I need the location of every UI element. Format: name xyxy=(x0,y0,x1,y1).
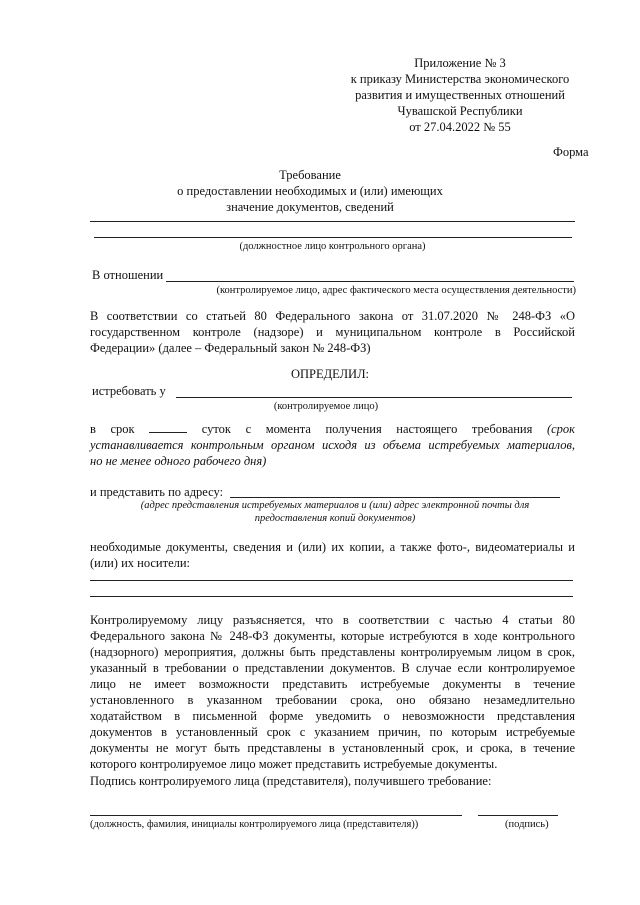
explanation-line-5: лицо не имеет возможности представить истребуемые документы в течение xyxy=(90,677,575,691)
explanation-line-10: которого контролируемое лицо может представить истребуемые документы. xyxy=(90,757,498,771)
explanation-line-4: указанный в требовании о представлении документов. В случае если контролируемое xyxy=(90,661,575,675)
demand-label: истребовать у xyxy=(92,384,166,398)
law-line-1: В соответствии со статьей 80 Федерального закона от 31.07.2020 № 248-ФЗ «О xyxy=(90,309,575,323)
appendix-header xyxy=(330,55,590,135)
explanation-line-1: Контролируемому лицу разъясняется, что в соответствии с частью 4 статьи 80 xyxy=(90,613,575,627)
term-part-1: в срок xyxy=(90,422,135,436)
explanation-line-8: документов в установленный срок с указанием причин, по которым истребуемые xyxy=(90,725,575,739)
explanation-line-9: документы не могут быть представлены в установленный срок, и срока, в течение xyxy=(90,741,575,755)
official-line-2 xyxy=(94,237,572,238)
term-line-1 xyxy=(90,421,575,437)
explanation-line-7: ходатайством в письменной форме уведомить о невозможности представления xyxy=(90,709,575,723)
document-title xyxy=(150,167,470,215)
appendix-order-line: к приказу Министерства экономического xyxy=(350,72,570,86)
regarding-label: В отношении xyxy=(92,268,164,282)
address-label: и представить по адресу: xyxy=(90,485,224,499)
documents-line-2: (или) их носители: xyxy=(90,556,191,570)
documents-paragraph xyxy=(90,539,575,571)
appendix-number: Приложение № 3 xyxy=(414,56,506,70)
regarding-caption: (контролируемое лицо, адрес фактического места осуществления деятельности) xyxy=(216,285,576,296)
signature-sign-caption: (подпись) xyxy=(505,819,549,830)
signature-person-line xyxy=(90,815,462,816)
term-note-1: (срок xyxy=(546,422,576,436)
appendix-republic-line: Чувашской Республики xyxy=(397,104,523,118)
documents-blank-1 xyxy=(90,580,573,581)
official-line-1 xyxy=(90,221,575,222)
regarding-line xyxy=(166,281,574,282)
signature-sign-line xyxy=(478,815,558,816)
term-note-3: но не менее одного рабочего дня) xyxy=(90,454,267,468)
law-paragraph xyxy=(90,308,575,356)
documents-line-1: необходимые документы, сведения и (или) их копии, а также фото-, видеоматериалы и xyxy=(90,540,575,554)
decided-heading: ОПРЕДЕЛИЛ: xyxy=(290,367,370,381)
address-caption-1: (адрес представления истребуемых материалов и (или) адрес электронной почты для xyxy=(140,500,530,511)
explanation-line-6: установленного в указанном требовании срока, оно обязано незамедлительно xyxy=(90,693,575,707)
appendix-date-line: от 27.04.2022 № 55 xyxy=(409,120,511,134)
demand-caption: (контролируемое лицо) xyxy=(273,401,379,412)
title-line-1: Требование xyxy=(279,168,341,182)
term-part-2: суток с момента получения настоящего требования xyxy=(201,422,533,436)
appendix-ministry-line: развития и имущественных отношений xyxy=(355,88,565,102)
official-caption: (должностное лицо контрольного органа) xyxy=(239,241,426,252)
title-line-3: значение документов, сведений xyxy=(226,200,394,214)
law-line-2: государственном контроле (надзоре) и муниципальном контроле в Российской xyxy=(90,325,575,339)
explanation-line-2: Федерального закона № 248-ФЗ документы, которые истребуются в ходе контрольного xyxy=(90,629,575,643)
title-line-2: о предоставлении необходимых и (или) имеющих xyxy=(177,184,443,198)
explanation-line-3: (надзорного) мероприятия, должны быть представлены контролируемым лицом в срок, xyxy=(90,645,575,659)
address-line xyxy=(230,497,560,498)
documents-blank-2 xyxy=(90,596,573,597)
form-label: Форма xyxy=(553,145,589,159)
term-note-2: устанавливается контрольным органом исходя из объема истребуемых материалов, xyxy=(90,438,575,452)
law-line-3: Федерации» (далее – Федеральный закон № 248-ФЗ) xyxy=(90,341,371,355)
address-caption-2: предоставления копий документов) xyxy=(254,513,416,524)
address-caption xyxy=(100,499,570,525)
signature-heading: Подпись контролируемого лица (представителя), получившего требование: xyxy=(90,774,492,788)
explanation-paragraph xyxy=(90,612,575,772)
term-days-blank xyxy=(149,422,187,433)
term-paragraph xyxy=(90,421,575,469)
demand-line xyxy=(176,397,572,398)
signature-person-caption: (должность, фамилия, инициалы контролируемого лица (представителя)) xyxy=(90,819,419,830)
